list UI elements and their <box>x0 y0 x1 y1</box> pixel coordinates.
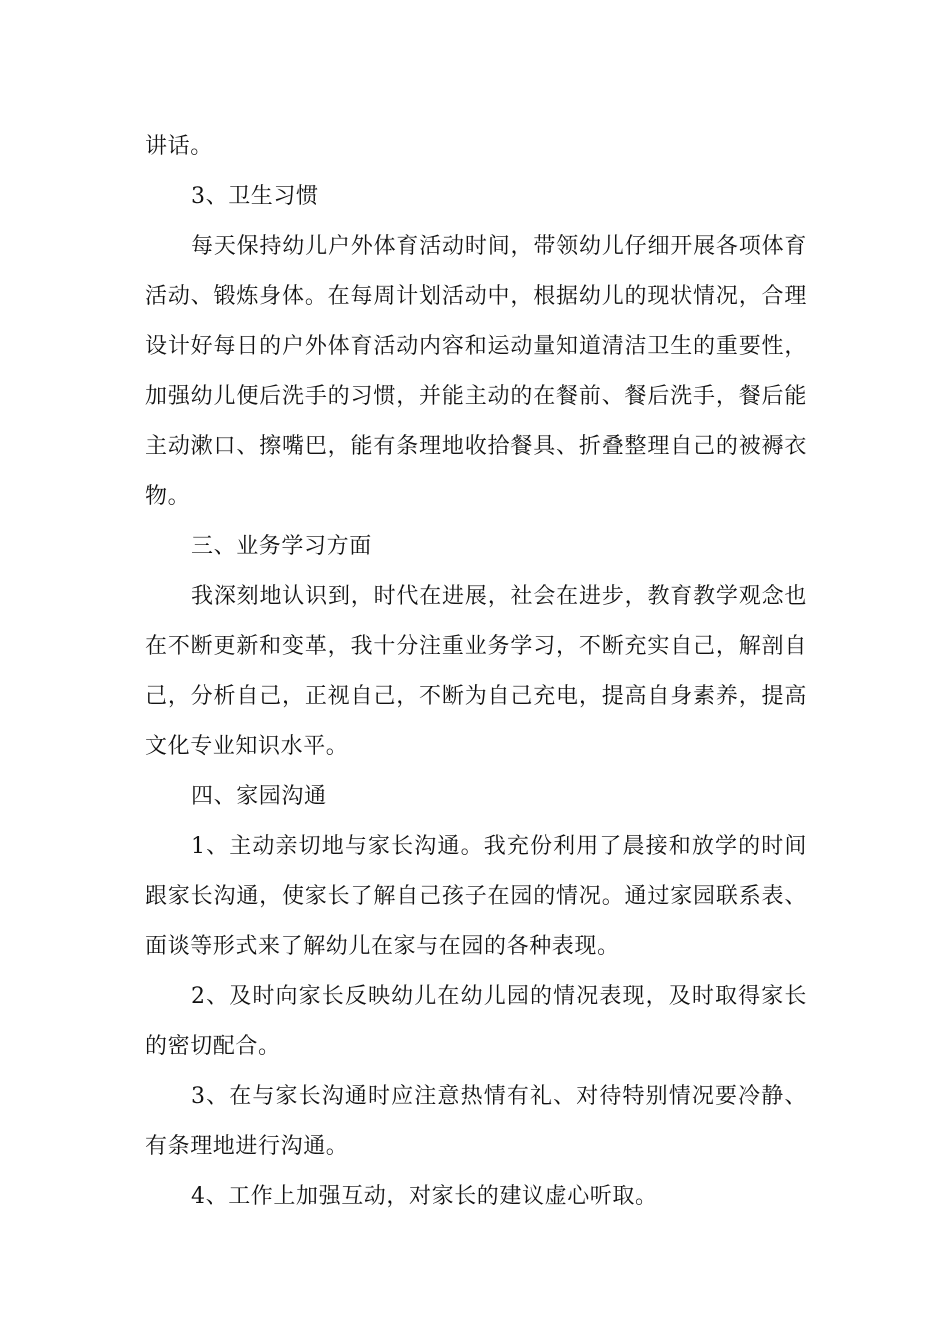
list-item-communication-3: 3、在与家长沟通时应注意热情有礼、对待特别情况要冷静、有条理地进行沟通。 <box>145 1084 807 1159</box>
list-item-communication-4: 4、工作上加强互动，对家长的建议虚心听取。 <box>191 1184 658 1209</box>
section-heading-home-school-communication: 四、家园沟通 <box>191 784 327 809</box>
paragraph-professional-study: 我深刻地认识到，时代在进展，社会在进步，教育教学观念也在不断更新和变革，我十分注重业务学习，不断充实自己，解剖自己，分析自己，正视自己，不断为自己充电，提高自身素养，提高文化专业知识水平。 <box>145 584 807 759</box>
list-item-communication-1: 1、主动亲切地与家长沟通。我充份利用了晨接和放学的时间跟家长沟通，使家长了解自己孩子在园的情况。通过家园联系表、面谈等形式来了解幼儿在家与在园的各种表现。 <box>145 834 807 959</box>
subheading-hygiene-habits: 3、卫生习惯 <box>191 184 319 209</box>
document-body <box>145 122 807 1222</box>
paragraph-continuation: 讲话。 <box>145 134 213 159</box>
list-item-communication-2: 2、及时向家长反映幼儿在幼儿园的情况表现，及时取得家长的密切配合。 <box>145 984 807 1059</box>
section-heading-professional-study: 三、业务学习方面 <box>191 534 372 559</box>
paragraph-hygiene-details: 每天保持幼儿户外体育活动时间，带领幼儿仔细开展各项体育活动、锻炼身体。在每周计划活动中，根据幼儿的现状情况，合理设计好每日的户外体育活动内容和运动量知道清洁卫生的重要性，加强幼儿便后洗手的习惯，并能主动的在餐前、餐后洗手，餐后能主动漱口、擦嘴巴，能有条理地收拾餐具、折叠整理自己的被褥衣物。 <box>145 234 807 509</box>
